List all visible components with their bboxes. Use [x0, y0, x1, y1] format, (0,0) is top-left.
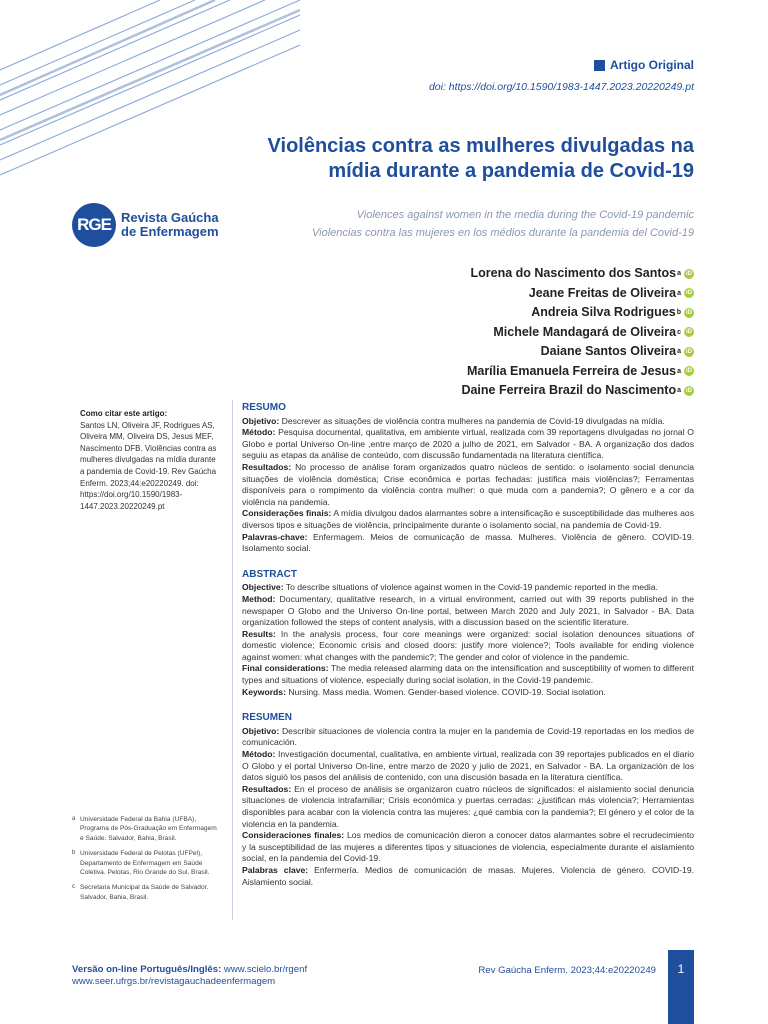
resumen-metodo — [242, 749, 694, 784]
abstract-heading: ABSTRACT — [242, 568, 297, 580]
text: Documentary, qualitative research, in a virtual environment, carried out with 39 reports published in the newspaper O Globo and the Universo On-line portal, between March 2020 and July 2021, in Salvador - BA. Data organization followed the steps of content analysis, with a discussion based on the scientific literature. — [242, 593, 694, 628]
author-affil-mark: a — [677, 367, 681, 375]
orcid-icon[interactable]: iD — [686, 387, 692, 394]
footer-links — [72, 964, 307, 987]
resumen-section — [242, 712, 694, 888]
resumen-heading: RESUMEN — [242, 712, 293, 724]
author-name: Michele Mandagará de Oliveira — [493, 324, 677, 339]
translated-titles — [254, 206, 694, 242]
orcid-icon[interactable]: iD — [686, 368, 692, 375]
affiliations — [72, 815, 222, 908]
author-name: Marília Emanuela Ferreira de Jesus — [466, 363, 677, 378]
affiliation-mark: a — [72, 816, 76, 822]
text: Pesquisa documental, qualitativa, em ambiente virtual, realizada com 39 reportagens divulgadas no jornal O Globo e portal Universo On-line ,entre março de 2020 a julho de 2021, em Salvador - BA. A organização dos dados seguiu as etapas da análise de conteúdo, com discussão fundamentada na literatura científica. — [242, 427, 694, 461]
resumo-metodo — [242, 427, 694, 462]
affiliation-text: Universidade Federal de Pelotas (UFPel), Departamento de Enfermagem em Saúde Coletiva. Pelotas, Rio Grande do Sul, Brasil. — [80, 850, 210, 877]
author-name: Daiane Santos Oliveira — [540, 344, 677, 358]
resumen-objetivo — [242, 726, 694, 749]
orcid-icon[interactable]: iD — [686, 329, 692, 336]
affiliation-mark: c — [72, 884, 75, 891]
abstract-results — [242, 629, 694, 664]
author — [461, 303, 694, 323]
resumo-objetivo — [242, 416, 694, 428]
resumen-consideraciones — [242, 830, 694, 865]
affiliation-item — [72, 849, 222, 877]
column-divider — [232, 400, 233, 920]
resumo-resultados — [242, 462, 694, 508]
footer-version-label: Versão on-line Português/Inglês: — [72, 964, 222, 975]
author-name: Daine Ferreira Brazil do Nascimento — [461, 383, 677, 397]
affiliation-item — [72, 815, 222, 843]
label: Keywords: — [242, 686, 286, 697]
abstract-section — [242, 569, 694, 699]
orcid-icon[interactable]: iD — [686, 309, 692, 316]
text: En el proceso de análisis se organizaron cuatro núcleos de significados: el aislamiento social denuncia situaciones de violencia intrafamiliar; Crisis económica y puertas cerradas: ¿justifican más violencia?; Herramientas disponibles para acabar con la violencia contra las mujeres: ¿qué cambia con la pandemia?; El género y el color de la violencia en la pandemia. — [242, 783, 694, 829]
footer-scielo-link[interactable]: www.scielo.br/rgenf — [221, 964, 308, 975]
logo-badge: RGE — [72, 203, 116, 247]
logo-name — [121, 211, 219, 239]
orcid-icon[interactable]: iD — [686, 290, 692, 297]
author-affil-mark: a — [677, 270, 681, 277]
label: Final considerations: — [242, 663, 329, 674]
label: Results: — [242, 628, 276, 639]
abstract-final — [242, 663, 694, 686]
resumo-consideracoes — [242, 508, 694, 531]
resumo-palavras — [242, 532, 694, 555]
resumen-palabras — [242, 865, 694, 888]
author-name: Andreia Silva Rodrigues — [531, 305, 676, 319]
affiliation-text: Universidade Federal da Bahia (UFBA), Programa de Pós-Graduação em Enfermagem e Saúde. Salvador, Bahia, Brasil. — [80, 816, 217, 842]
author-affil-mark: a — [677, 289, 681, 297]
author — [461, 264, 694, 284]
resumo-heading: RESUMO — [242, 402, 286, 413]
author-affil-mark: a — [677, 387, 681, 394]
text: Describir situaciones de violencia contra la mujer en la pandemia de Covid-19 reportadas en los medios de comunicación. — [242, 725, 694, 748]
label: Método: — [242, 427, 276, 438]
label: Consideraciones finales: — [242, 830, 345, 841]
author — [461, 323, 694, 343]
article-title: Violências contra as mulheres divulgadas na mídia durante a pandemia de Covid-19 — [267, 135, 694, 182]
author-name: Lorena do Nascimento dos Santos — [470, 266, 677, 280]
text: Los medios de comunicación dieron a conocer datos alarmantes sobre el recrudecimiento y la susceptibilidad de las mujeres a diferentes tipos y situaciones de violencia, especialmente durante el aislamiento social, en la pandemia del Covid-19. — [242, 830, 694, 864]
author — [461, 342, 694, 362]
text: A mídia divulgou dados alarmantes sobre a intensificação e susceptibilidade das mulheres aos diversos tipos e situações de violência, principalmente durante o isolamento social, na pandemia de Covid-19. — [242, 508, 695, 530]
footer-version — [72, 964, 307, 976]
author — [461, 284, 694, 304]
label: Considerações finais: — [242, 508, 332, 519]
abstracts-column — [242, 402, 694, 902]
title-spanish: Violencias contra las mujeres en los médios durante la pandemia del Covid-19 — [312, 227, 694, 239]
author — [461, 381, 694, 401]
footer-seer-link[interactable]: www.seer.ufrgs.br/revistagauchadeenfermagem — [72, 975, 276, 987]
author — [461, 362, 694, 382]
doi-link[interactable]: doi: https://doi.org/10.1590/1983-1447.2023.20220249.pt — [428, 81, 694, 93]
label: Resultados: — [242, 783, 292, 794]
citation-text: Santos LN, Oliveira JF, Rodrigues AS, Oliveira MM, Oliveira DS, Jesus MEF, Nascimento DFB. Violências contra as mulheres divulgadas na mídia durante a pandemia de Covid-19. Rev Gaúcha Enferm. 2023;44:e20220249. doi: https://doi.org/10.1590/1983-1447.2023.20220249.pt — [80, 420, 217, 511]
page-number: 1 — [668, 950, 694, 1024]
author-affil-mark: a — [677, 348, 681, 355]
affiliation-mark: b — [72, 850, 76, 857]
label: Método: — [242, 749, 276, 760]
orcid-icon[interactable]: iD — [686, 270, 692, 277]
label: Objective: — [242, 582, 284, 593]
affiliation-text: Secretaria Municipal da Saúde de Salvador. Salvador, Bahia, Brasil. — [80, 884, 209, 901]
logo-line-1: Revista Gaúcha — [121, 210, 219, 225]
label: Palabras clave: — [242, 864, 309, 875]
abstract-keywords — [242, 687, 694, 699]
text: To describe situations of violence against women in the Covid-19 pandemic reported in the media. — [283, 582, 658, 593]
affiliation-item — [72, 883, 222, 902]
journal-logo — [72, 203, 219, 247]
label: Method: — [242, 593, 276, 604]
label: Resultados: — [242, 461, 292, 472]
text: In the analysis process, four core meanings were organized: social isolation denounces situations of domestic violence; Economic crisis and closed doors: justify more violence?; Tools available for ending violence against women: what changes with the pandemic?; The gender and color of violence in the pandemic. — [242, 628, 694, 662]
abstract-objective — [242, 582, 694, 594]
author-affil-mark: b — [676, 309, 681, 316]
title-english: Violences against women in the media during the Covid-19 pandemic — [356, 209, 694, 221]
text: Investigación documental, cualitativa, en ambiente virtual, realizada con 39 reportajes publicados en el diario O Globo y el portal Universo On-line, entre marzo de 2020 y julio de 2021, en Salvador - BA. La organización de los datos siguió los pasos del análisis de contenido, con una discusión basada en la literatura científica. — [242, 749, 694, 783]
text: Nursing. Mass media. Women. Gender-based violence. COVID-19. Social isolation. — [285, 686, 606, 697]
author-list — [461, 264, 694, 401]
article-type-label — [594, 58, 694, 72]
text: Enfermería. Medios de comunicación de masas. Mujeres. Violencia de género. COVID-19. Aislamiento social. — [242, 864, 694, 887]
label: Palavras-chave: — [242, 531, 308, 542]
label: Objetivo: — [242, 725, 280, 736]
label: Objetivo: — [242, 415, 280, 426]
resumen-resultados — [242, 784, 694, 830]
abstract-method — [242, 594, 694, 629]
resumo-section — [242, 402, 694, 555]
citation-heading: Como citar este artigo: — [80, 409, 168, 418]
text: No processo de análise foram organizados quatro núcleos de sentido: o isolamento social denuncia situações de violência doméstica; Crise econômica e portas fechadas: justifica mais violências?; Ferramentas disponíveis para o rompimento da violência contra mulher: o que muda com a pandemia?; O gênero e a cor da violência na pandemia. — [242, 461, 694, 507]
text: The media released alarming data on the intensification and susceptibility of women to different types and situations of violence, especially during social isolation, in the Covid-19 pandemic. — [242, 663, 694, 686]
square-icon — [594, 60, 605, 71]
citation-box — [80, 408, 220, 512]
author-affil-mark: c — [677, 328, 681, 336]
logo-line-2: de Enfermagem — [121, 224, 219, 239]
author-name: Jeane Freitas de Oliveira — [528, 285, 677, 300]
article-type-text: Artigo Original — [610, 58, 694, 72]
text: Enfermagem. Meios de comunicação de massa. Mulheres. Violência de gênero. COVID-19. Isolamento social. — [242, 531, 694, 554]
text: Descrever as situações de violência contra mulheres na pandemia de Covid-19 divulgadas na mídia. — [279, 415, 665, 426]
orcid-icon[interactable]: iD — [686, 348, 692, 355]
footer-citation: Rev Gaúcha Enferm. 2023;44:e20220249 — [478, 965, 656, 976]
